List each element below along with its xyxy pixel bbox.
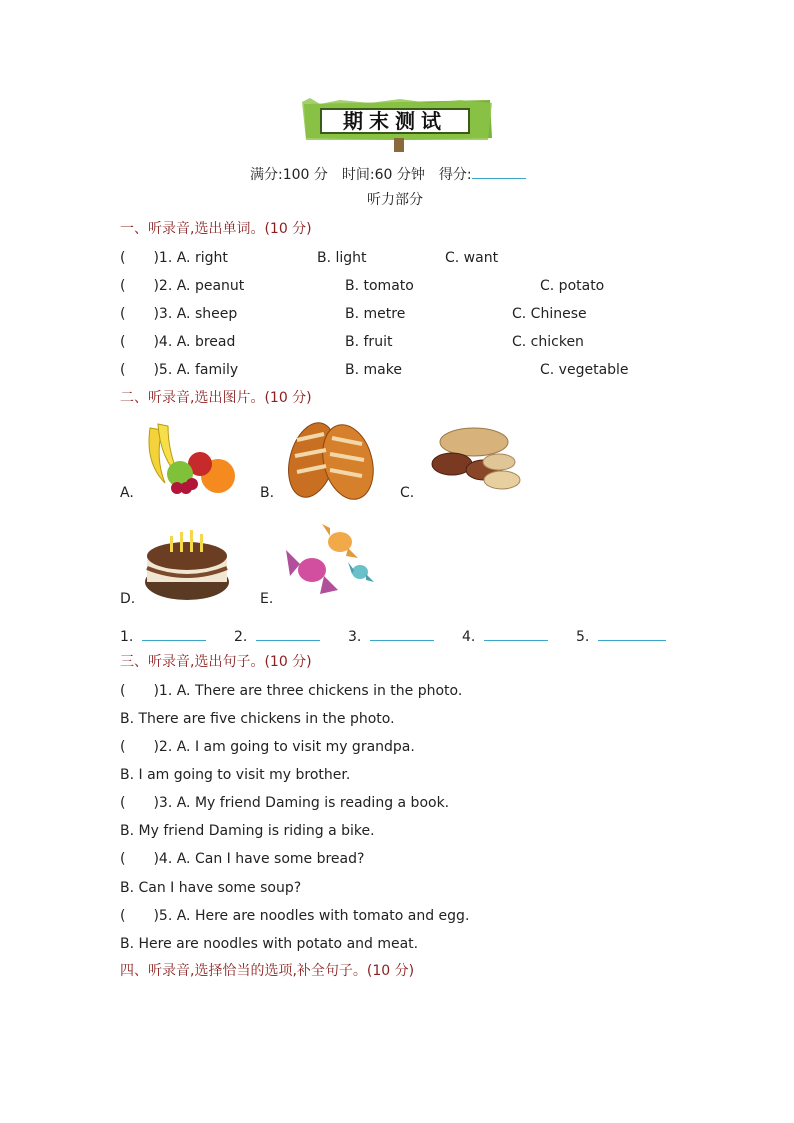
answer-5: [576, 626, 666, 646]
picture-label-c: C.: [400, 485, 415, 501]
answer-4-blank[interactable]: [484, 626, 548, 641]
answer-3-blank[interactable]: [370, 626, 434, 641]
answer-1-blank[interactable]: [142, 626, 206, 641]
bread-icon: [282, 420, 382, 502]
answer-3-label: 3.: [348, 629, 362, 645]
part3-line-5: ( )3. A. My friend Daming is reading a book.: [120, 795, 450, 811]
part2-heading: 二、听录音,选出图片。(10 分): [120, 390, 312, 406]
score-blank[interactable]: [472, 164, 526, 179]
part1-item-1-c: C. want: [445, 250, 499, 266]
part1-item-4-c: C. chicken: [512, 334, 584, 350]
part1-item-5-b: B. make: [345, 362, 402, 378]
answer-5-label: 5.: [576, 629, 590, 645]
part1-item-5-a: ( )5. A. family: [120, 362, 239, 378]
cake-icon: [142, 526, 232, 606]
part1-item-1-b: B. light: [317, 250, 367, 266]
part3-line-10: B. Here are noodles with potato and meat.: [120, 936, 419, 952]
part3-line-4: B. I am going to visit my brother.: [120, 767, 351, 783]
part1-item-4-a: ( )4. A. bread: [120, 334, 236, 350]
answer-2-blank[interactable]: [256, 626, 320, 641]
part3-line-6: B. My friend Daming is riding a bike.: [120, 823, 375, 839]
picture-label-d: D.: [120, 591, 136, 607]
answer-4: [462, 626, 548, 646]
answer-1-label: 1.: [120, 629, 134, 645]
peanut-icon: [424, 420, 524, 500]
part3-line-8: B. Can I have some soup?: [120, 880, 302, 896]
part1-item-3-b: B. metre: [345, 306, 406, 322]
score-info-text: 满分:100 分 时间:60 分钟 得分:: [250, 167, 472, 183]
part3-line-2: B. There are five chickens in the photo.: [120, 711, 395, 727]
part3-line-7: ( )4. A. Can I have some bread?: [120, 851, 365, 867]
part3-line-1: ( )1. A. There are three chickens in the photo.: [120, 683, 463, 699]
title-banner: [300, 98, 494, 156]
fruit-icon: [140, 418, 240, 498]
answer-5-blank[interactable]: [598, 626, 666, 641]
part1-heading: 一、听录音,选出单词。(10 分): [120, 221, 312, 237]
picture-label-e: E.: [260, 591, 274, 607]
part1-item-5-c: C. vegetable: [540, 362, 629, 378]
picture-label-b: B.: [260, 485, 275, 501]
part1-item-2-a: ( )2. A. peanut: [120, 278, 245, 294]
part4-heading: 四、听录音,选择恰当的选项,补全句子。(10 分): [120, 963, 415, 979]
page-title: 期末测试: [320, 108, 470, 134]
part1-item-3-c: C. Chinese: [512, 306, 587, 322]
answer-3: [348, 626, 434, 646]
part1-item-2-b: B. tomato: [345, 278, 414, 294]
score-info: [250, 164, 526, 184]
picture-label-a: A.: [120, 485, 134, 501]
answer-2: [234, 626, 320, 646]
section-label: 听力部分: [367, 192, 423, 208]
part1-item-2-c: C. potato: [540, 278, 605, 294]
part3-heading: 三、听录音,选出句子。(10 分): [120, 654, 312, 670]
answer-1: [120, 626, 206, 646]
part1-item-4-b: B. fruit: [345, 334, 393, 350]
part3-line-9: ( )5. A. Here are noodles with tomato and egg.: [120, 908, 470, 924]
part3-line-3: ( )2. A. I am going to visit my grandpa.: [120, 739, 415, 755]
part1-item-3-a: ( )3. A. sheep: [120, 306, 238, 322]
answer-4-label: 4.: [462, 629, 476, 645]
candy-icon: [282, 520, 378, 606]
answer-2-label: 2.: [234, 629, 248, 645]
part1-item-1-a: ( )1. A. right: [120, 250, 228, 266]
